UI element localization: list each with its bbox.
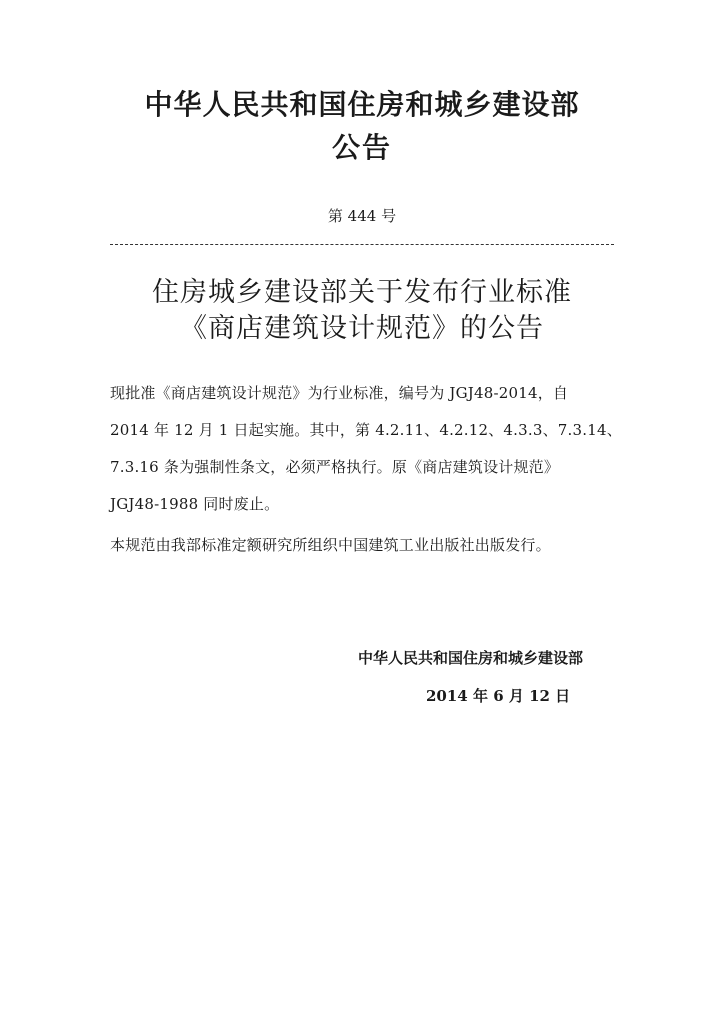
issuer-title: 中华人民共和国住房和城乡建设部 [144,88,580,121]
body-line-4: JGJ48-1988 同时废止。 [110,495,280,513]
body-line-3: 7.3.16 条为强制性条文，必须严格执行。原《商店建筑设计规范》 [110,458,560,476]
body-line-1: 现批准《商店建筑设计规范》为行业标准，编号为 JGJ48-2014，自 [110,384,569,402]
signature-organization: 中华人民共和国住房和城乡建设部 [358,649,584,667]
notice-title-line-1: 住房城乡建设部关于发布行业标准 [152,277,572,308]
notice-title-line-2: 《商店建筑设计规范》的公告 [180,313,544,344]
dashed-divider [110,244,614,245]
body-line-5: 本规范由我部标准定额研究所组织中国建筑工业出版社出版发行。 [110,536,551,554]
document-number: 第 444 号 [327,207,397,225]
document-type: 公告 [331,131,392,164]
signature-date: 2014 年 6 月 12 日 [426,687,571,705]
body-line-2: 2014 年 12 月 1 日起实施。其中，第 4.2.11、4.2.12、4.3.3、7.3.14、 [110,421,622,439]
